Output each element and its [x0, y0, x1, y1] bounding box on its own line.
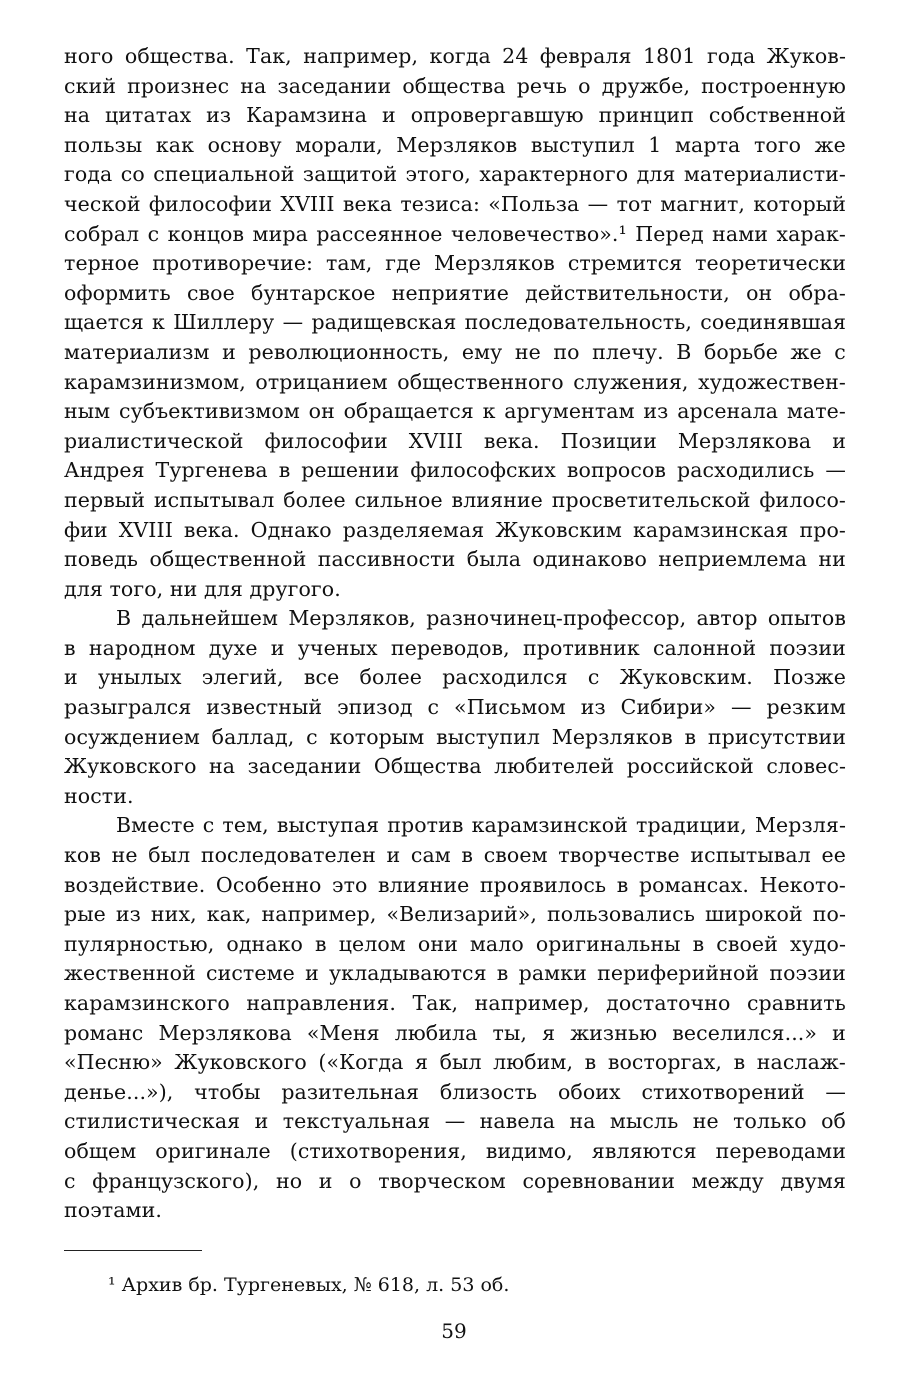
- text-line: щается к Шиллеру — радищевская последовательность, соединявшая: [64, 310, 846, 335]
- text-line: стилистическая и текстуальная — навела на мысль не только об: [64, 1109, 846, 1134]
- text-line: с французского), но и о творческом соревновании между двумя: [64, 1168, 846, 1193]
- text-line: и унылых элегий, все более расходился с Жуковским. Позже: [64, 665, 846, 690]
- text-line: материализм и революционность, ему не по плечу. В борьбе же с: [64, 339, 846, 364]
- footnote-divider: [64, 1250, 202, 1251]
- text-line: Андрея Тургенева в решении философских вопросов расходились —: [64, 458, 846, 483]
- text-line: ский произнес на заседании общества речь о дружбе, построенную: [64, 73, 846, 98]
- text-line: оформить свое бунтарское неприятие действительности, он обра-: [64, 280, 846, 305]
- text-line: собрал с концов мира рассеянное человечество».¹ Перед нами харак-: [64, 221, 846, 246]
- text-line: В дальнейшем Мерзляков, разночинец-профессор, автор опытов: [116, 606, 846, 631]
- text-line: воздействие. Особенно это влияние проявилось в романсах. Некото-: [64, 872, 846, 897]
- text-line: пулярностью, однако в целом они мало оригинальны в своей худо-: [64, 931, 846, 956]
- footnote: ¹ Архив бр. Тургеневых, № 618, л. 53 об.: [108, 1274, 510, 1296]
- text-line: на цитатах из Карамзина и опровергавшую принцип собственной: [64, 103, 846, 128]
- text-line: первый испытывал более сильное влияние просветительской филосо-: [64, 487, 846, 512]
- text-line: ков не был последователен и сам в своем творчестве испытывал ее: [64, 843, 846, 868]
- text-line: терное противоречие: там, где Мерзляков стремится теоретически: [64, 251, 846, 276]
- text-line: рые из них, как, например, «Велизарий», пользовались широкой по-: [64, 902, 846, 927]
- text-line: денье...»), чтобы разительная близость обоих стихотворений —: [64, 1079, 846, 1104]
- text-line: карамзинского направления. Так, например, достаточно сравнить: [64, 991, 846, 1015]
- paragraph: [64, 811, 846, 1225]
- text-line: поведь общественной пассивности была одинаково неприемлема ни: [64, 547, 846, 572]
- text-line: для того, ни для другого.: [64, 576, 341, 601]
- paragraph: [64, 604, 846, 811]
- text-line: Вместе с тем, выступая против карамзинской традиции, Мерзля-: [116, 813, 846, 838]
- text-line: жественной системе и укладываются в рамки периферийной поэзии: [64, 961, 846, 986]
- text-line: романс Мерзлякова «Меня любила ты, я жизнью веселился...» и: [64, 1020, 846, 1045]
- text-line: осуждением баллад, с которым выступил Мерзляков в присутствии: [64, 724, 846, 749]
- text-line: ческой философии XVIII века тезиса: «Польза — тот магнит, который: [64, 191, 846, 216]
- text-line: ного общества. Так, например, когда 24 февраля 1801 года Жуков-: [64, 44, 846, 68]
- paragraph: [64, 42, 846, 604]
- text-line: в народном духе и ученых переводов, противник салонной поэзии: [64, 635, 846, 660]
- text-line: карамзинизмом, отрицанием общественного служения, художествен-: [64, 369, 846, 394]
- text-line: поэтами.: [64, 1198, 162, 1223]
- page-body: [64, 42, 846, 1226]
- text-line: общем оригинале (стихотворения, видимо, являются переводами: [64, 1138, 846, 1163]
- text-line: Жуковского на заседании Общества любителей российской словес-: [64, 754, 846, 779]
- text-line: фии XVIII века. Однако разделяемая Жуковским карамзинская про-: [64, 517, 846, 542]
- text-line: разыгрался известный эпизод с «Письмом из Сибири» — резким: [64, 695, 846, 720]
- text-line: ности.: [64, 783, 134, 808]
- text-line: года со специальной защитой этого, характерного для материалисти-: [64, 162, 846, 187]
- text-line: «Песню» Жуковского («Когда я был любим, в восторгах, в наслаж-: [64, 1050, 846, 1075]
- text-line: пользы как основу морали, Мерзляков выступил 1 марта того же: [64, 132, 846, 157]
- text-line: ным субъективизмом он обращается к аргументам из арсенала мате-: [64, 399, 846, 424]
- text-line: риалистической философии XVIII века. Позиции Мерзлякова и: [64, 428, 846, 453]
- page-number: 59: [441, 1319, 467, 1343]
